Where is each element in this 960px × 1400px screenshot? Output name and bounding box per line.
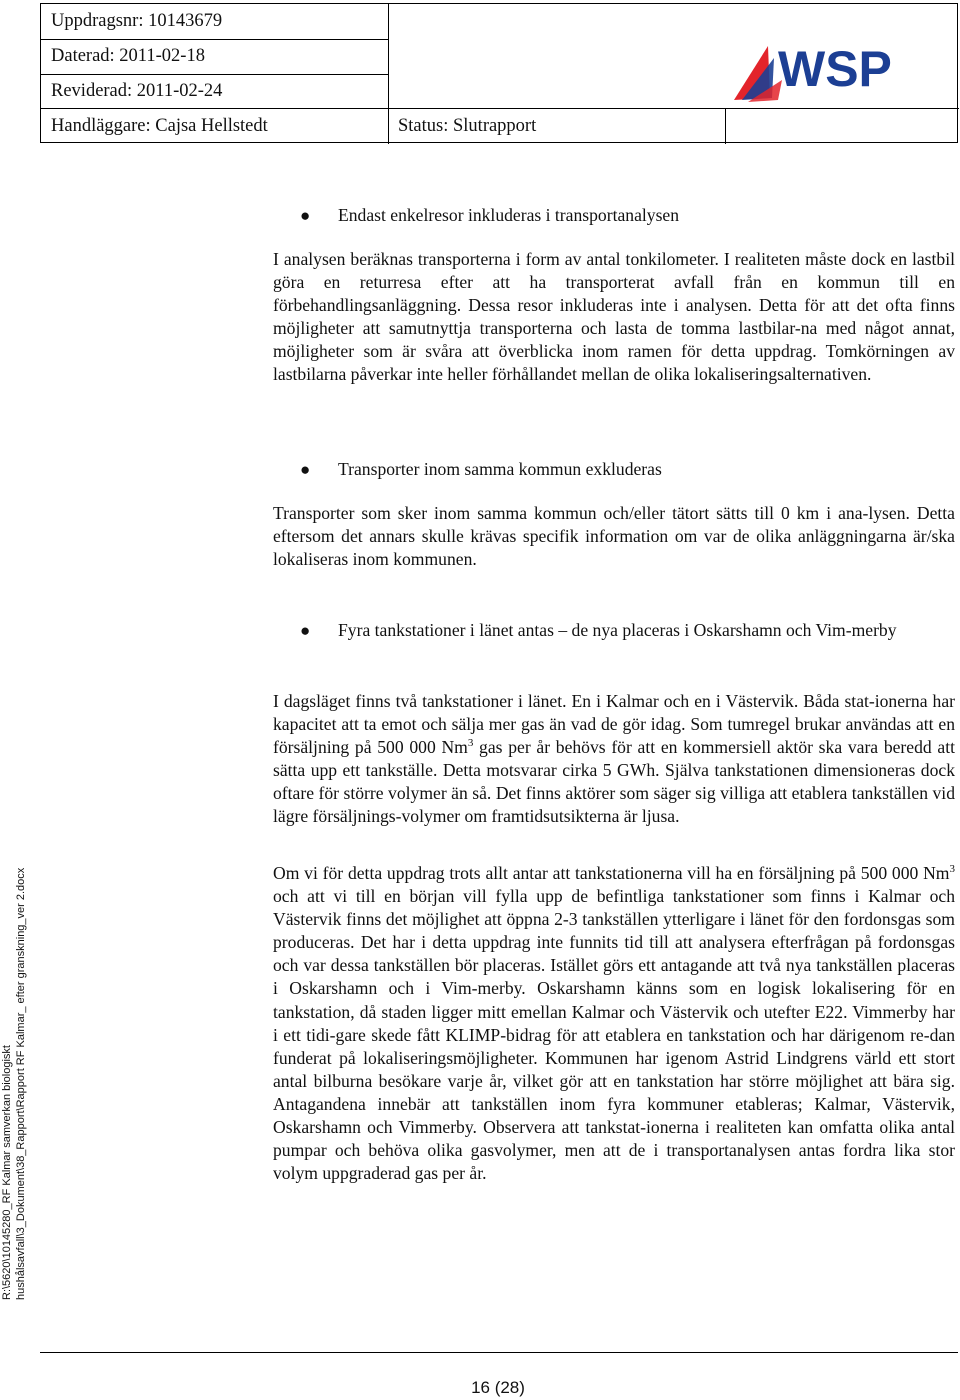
case-officer: Handläggare: Cajsa Hellstedt — [51, 116, 268, 136]
footer-divider — [40, 1352, 958, 1353]
date-issued: Daterad: 2011-02-18 — [51, 46, 205, 66]
bullet-item — [300, 202, 955, 229]
page-number-text: 16 (28) — [471, 1378, 525, 1397]
paragraph — [273, 690, 955, 829]
file-path-line: hushålsavfall\3_Dokument\38_Rapport\Rapport RF Kalmar_ efter granskning_ver 2.docx — [15, 867, 27, 1300]
bullet-dot-icon: ● — [300, 460, 311, 479]
paragraph: I analysen beräknas transporterna i form av antal tonkilometer. I realiteten måste dock en lastbil göra en returresa efter att ha transporterat avfall från en kommun till en förbehandlingsanläggning. Dessa resor inkluderas inte i analysen. Detta för att det ofta finns möjligheter att samutnyttja transporterna och lasta de tomma lastbilar-na med något annat, möjligheter som är svåra att överblicka inom ramen för detta uppdrag. Tomkörningen av lastbilarna påverkar inte heller förhållandet mellan de olika lokaliseringsalternativen. — [273, 249, 955, 385]
header-divider — [41, 74, 388, 75]
paragraph: Transporter som sker inom samma kommun och/eller tätort sätts till 0 km i ana-lysen. Detta eftersom det annars skulle krävas specifik information om var de olika anläggningarna är/ska lokaliseras inom kommunen. — [273, 503, 955, 570]
file-path-line: R:\5620\10145280_RF Kalmar samverkan biologiskt — [1, 1045, 13, 1300]
bullet-item — [300, 456, 955, 483]
logo-text: WSP — [778, 41, 892, 97]
header-divider — [41, 108, 959, 109]
page-number — [0, 1378, 960, 1398]
bullet-item — [300, 617, 955, 644]
document-status: Status: Slutrapport — [398, 116, 537, 136]
bullet-text: Endast enkelresor inkluderas i transportanalysen — [338, 205, 680, 225]
paragraph-text: gas per år behövs för att en kommersiell aktör ska vara beredd att sätta upp ett tankställe. Detta motsvarar cirka 5 GWh. Själva tankstationen dimensioneras dock oftare för större volymer än så. Det finns aktörer som säger sig villiga att etablera tankställen vid lägre försäljnings-volymer om framtidsutsikterna är ljusa. — [273, 737, 955, 827]
file-path — [0, 860, 28, 1300]
bullet-dot-icon: ● — [300, 206, 311, 225]
paragraph-text: Om vi för detta uppdrag trots allt antar att tankstationerna vill ha en försäljning på 500 000 Nm — [273, 863, 950, 883]
bullet-dot-icon: ● — [300, 621, 311, 640]
header-divider — [41, 39, 388, 40]
bullet-text: Transporter inom samma kommun exkluderas — [338, 459, 662, 479]
assignment-number: Uppdragsnr: 10143679 — [51, 11, 223, 31]
bullet-text: Fyra tankstationer i länet antas – de nya placeras i Oskarshamn och Vim-merby — [338, 620, 897, 640]
date-revised: Reviderad: 2011-02-24 — [51, 81, 223, 101]
superscript: 3 — [467, 737, 474, 750]
superscript: 3 — [949, 863, 955, 876]
paragraph-text: I dagsläget finns två tankstationer i länet. En i Kalmar och en i Västervik. Båda stat-ionerna har kapacitet att ta emot och sälja mer gas än vad de gör idag. Som tumregel brukar användas att en försäljning på 500 000 Nm — [273, 691, 955, 758]
paragraph — [273, 862, 955, 1185]
wsp-logo — [734, 36, 920, 104]
header-divider — [388, 4, 389, 144]
paragraph-text: och att vi till en början vill fylla upp de befintliga tankstationer som finns i Kalmar och Västervik finns det möjlighet att öppna 2-3 tankställen ytterligare i länet för den fordonsgas som produceras. Det har i detta uppdrag inte funnits tid till att analysera efterfrågan på fordonsgas och var dessa tankställen bör placeras. Istället görs ett antagande att två nya tankställen placeras i Oskarshamn och i Vim-merby. Oskarshamn känns som en logisk lokalisering för en tankstation, då staden ligger mitt emellan Kalmar och Västervik och utefter E22. Vimmerby har i ett tidi-gare skede fått KLIMP-bidrag för att etablera en tankstation och har därigenom re-dan funderat på lokaliseringsmöjligheter. Kommunen har igenom Astrid Lindgrens värld ett stort antal bilburna besökare varje år, vilket gör att en tankstation har större möjlighet att bära sig. Antagandena innebär att tankställen inom fyra kommuner etableras; Kalmar, Västervik, Oskarshamn och Vimmerby. Observera att tankstat-ionerna i realiteten kan omfatta olika antal pumpar och behöva olika gasvolymer, men att de i transportanalysen antas fordra lika stor volym uppgraderad gas per år. — [273, 886, 955, 1184]
header-divider — [725, 108, 726, 144]
